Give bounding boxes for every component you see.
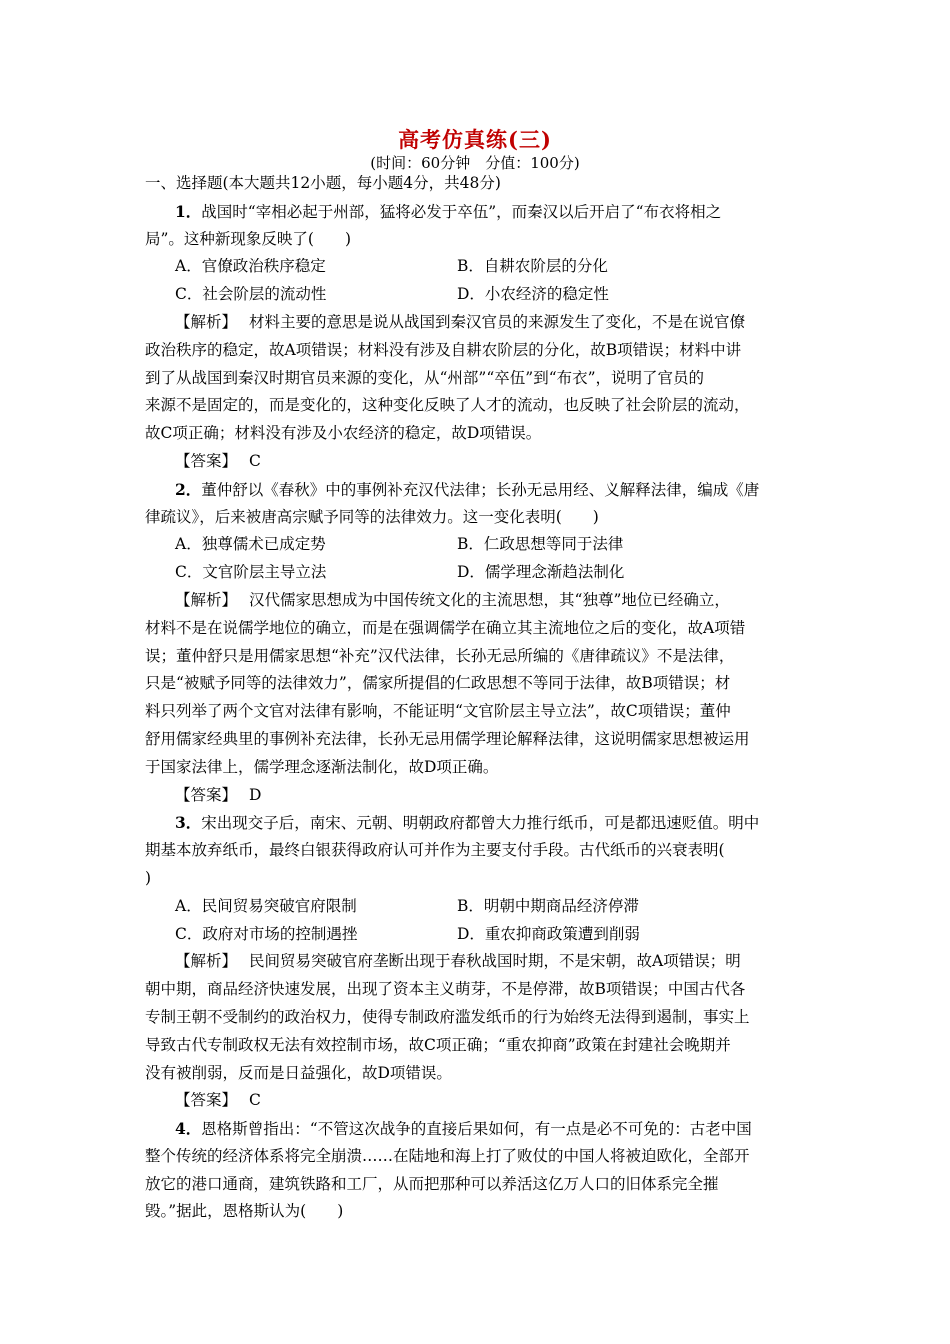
answer-line — [145, 782, 807, 810]
option-d: D．儒学理念渐趋法制化 — [457, 563, 625, 582]
question-stem-line: 4．恩格斯曾指出：“不管这次战争的直接后果如何，有一点是必不可免的：古老中国 — [175, 1119, 752, 1139]
answer-value: C — [249, 451, 261, 470]
analysis-line: 来源不是固定的，而是变化的，这种变化反映了人才的流动，也反映了社会阶层的流动， — [145, 396, 750, 415]
page-title: 高考仿真练(三) — [398, 127, 552, 152]
analysis-label: 【解析】 — [175, 590, 238, 609]
option-a: A．官僚政治秩序稳定 — [175, 257, 326, 276]
option-b: B．明朝中期商品经济停滞 — [457, 896, 639, 915]
question-number: 1． — [175, 201, 202, 221]
question-stem-line: 期基本放弃纸币，最终白银获得政府认可并作为主要支付手段。古代纸币的兴衰表明( — [145, 841, 725, 860]
options-row — [145, 531, 807, 559]
analysis-line: 于国家法律上，儒学理念逐渐法制化，故D项正确。 — [145, 757, 499, 776]
option-c: C．社会阶层的流动性 — [175, 285, 327, 304]
options-row — [145, 281, 807, 309]
analysis-line: 材料不是在说儒学地位的确立，而是在强调儒学在确立其主流地位之后的变化，故A项错 — [145, 618, 746, 637]
options-row — [145, 893, 807, 921]
option-b: B．仁政思想等同于法律 — [457, 535, 624, 554]
analysis-label: 【解析】 — [175, 312, 238, 331]
analysis-line: 【解析】 材料主要的意思是说从战国到秦汉官员的来源发生了变化，不是在说官僚 — [175, 312, 746, 331]
options-row — [145, 921, 807, 949]
option-a: A．民间贸易突破官府限制 — [175, 896, 357, 915]
question-stem-line: 3．宋出现交子后，南宋、元朝、明朝政府都曾大力推行纸币，可是都迅速贬值。明中 — [175, 813, 760, 833]
analysis-line: 故C项正确；材料没有涉及小农经济的稳定，故D项错误。 — [145, 424, 542, 443]
document-body — [145, 170, 807, 1226]
question-2 — [145, 476, 807, 810]
answer-label: 【答案】 — [175, 785, 238, 804]
answer-label: 【答案】 — [175, 451, 238, 470]
answer-value: C — [249, 1091, 261, 1110]
options-row — [145, 253, 807, 281]
section-heading: 一、选择题(本大题共12小题，每小题4分，共48分) — [145, 174, 501, 192]
analysis-line: 只是“被赋予同等的法律效力”，儒家所提倡的仁政思想不等同于法律，故B项错误；材 — [145, 674, 731, 693]
question-stem-line: 放它的港口通商，建筑铁路和工厂，从而把那种可以养活这亿万人口的旧体系完全摧 — [145, 1174, 719, 1193]
question-stem-line: ) — [145, 868, 152, 887]
answer-label: 【答案】 — [175, 1091, 238, 1110]
analysis-line: 没有被削弱，反而是日益强化，故D项错误。 — [145, 1063, 452, 1082]
option-a: A．独尊儒术已成定势 — [175, 535, 326, 554]
option-c: C．政府对市场的控制遇挫 — [175, 924, 358, 943]
analysis-line: 【解析】 汉代儒家思想成为中国传统文化的主流思想，其“独尊”地位已经确立， — [175, 590, 730, 609]
question-3 — [145, 809, 807, 1115]
analysis-line: 专制王朝不受制约的政治权力，使得专制政府滥发纸币的行为始终无法得到遏制，事实上 — [145, 1007, 750, 1026]
question-stem-line: 1．战国时“宰相必起于州部，猛将必发于卒伍”，而秦汉以后开启了“布衣将相之 — [175, 201, 722, 221]
question-number: 3． — [175, 813, 202, 833]
analysis-line: 到了从战国到秦汉时期官员来源的变化，从“州部”“卒伍”到“布衣”，说明了官员的 — [145, 368, 705, 387]
question-number: 4． — [175, 1119, 202, 1139]
option-d: D．重农抑商政策遭到削弱 — [457, 924, 640, 943]
question-4 — [145, 1115, 807, 1226]
analysis-label: 【解析】 — [175, 952, 238, 971]
analysis-line: 导致古代专制政权无法有效控制市场，故C项正确；“重农抑商”政策在封建社会晚期并 — [145, 1035, 731, 1054]
analysis-line: 朝中期，商品经济快速发展，出现了资本主义萌芽，不是停滞，故B项错误；中国古代各 — [145, 980, 746, 999]
analysis-line: 【解析】 民间贸易突破官府垄断出现于春秋战国时期，不是宋朝，故A项错误；明 — [175, 952, 741, 971]
analysis-line: 政治秩序的稳定，故A项错误；材料没有涉及自耕农阶层的分化，故B项错误；材料中讲 — [145, 340, 742, 359]
option-b: B．自耕农阶层的分化 — [457, 257, 608, 276]
answer-line — [145, 448, 807, 476]
page-subtitle: (时间：60分钟 分值：100分) — [370, 154, 580, 172]
answer-value: D — [249, 785, 262, 804]
question-stem-line: 局”。这种新现象反映了( ) — [145, 229, 352, 248]
question-stem-line: 毁。”据此，恩格斯认为( ) — [145, 1202, 344, 1221]
answer-line — [145, 1087, 807, 1115]
question-number: 2． — [175, 479, 202, 499]
question-1 — [145, 198, 807, 476]
analysis-line: 误；董仲舒只是用儒家思想“补充”汉代法律，长孙无忌所编的《唐律疏议》不是法律， — [145, 646, 735, 665]
options-row — [145, 559, 807, 587]
option-c: C．文官阶层主导立法 — [175, 563, 327, 582]
question-stem-line: 整个传统的经济体系将完全崩溃……在陆地和海上打了败仗的中国人将被迫欧化，全部开 — [145, 1146, 750, 1165]
question-stem-line: 律疏议》，后来被唐高宗赋予同等的法律效力。这一变化表明( ) — [145, 507, 599, 526]
question-stem-line: 2．董仲舒以《春秋》中的事例补充汉代法律；长孙无忌用经、义解释法律，编成《唐 — [175, 479, 760, 499]
option-d: D．小农经济的稳定性 — [457, 285, 609, 304]
analysis-line: 舒用儒家经典里的事例补充法律，长孙无忌用儒学理论解释法律，这说明儒家思想被运用 — [145, 729, 750, 748]
analysis-line: 料只列举了两个文官对法律有影响，不能证明“文官阶层主导立法”，故C项错误；董仲 — [145, 702, 731, 721]
